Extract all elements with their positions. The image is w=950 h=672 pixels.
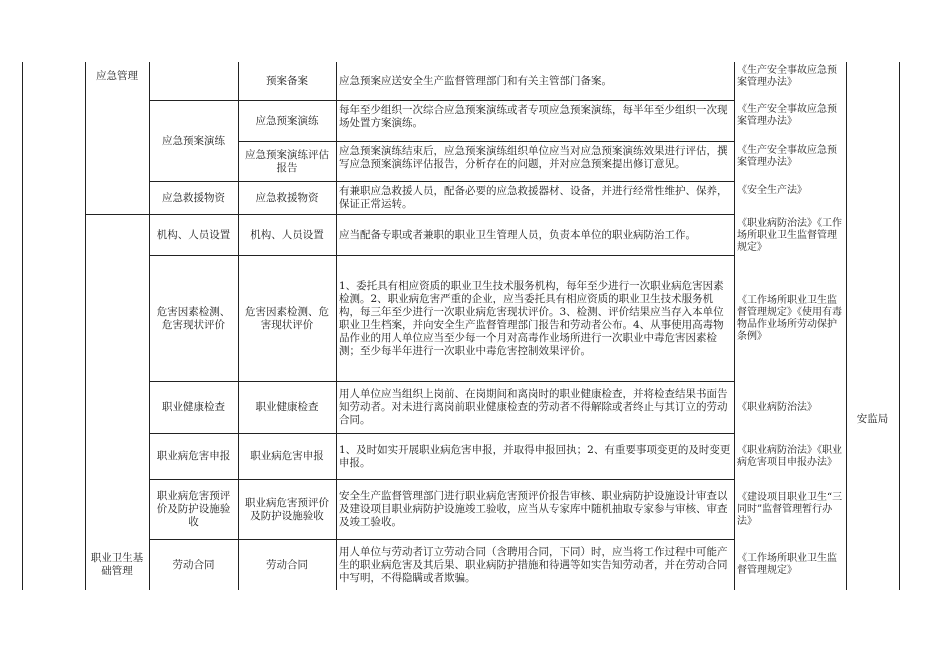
grid-line <box>85 62 86 590</box>
row-subcategory: 应急救援物资 <box>162 191 225 204</box>
grid-line <box>899 62 900 590</box>
row-basis: 《安全生产法》 <box>737 185 807 196</box>
row-basis: 《工作场所职业卫生监督管理规定》 <box>737 553 837 576</box>
row-item: 职业健康检查 <box>255 401 319 413</box>
category-emergency: 应急管理 <box>96 69 138 82</box>
row-basis: 《工作场所职业卫生监督管理规定》《使用有毒物品作业场所劳动保护条例》 <box>737 294 842 342</box>
row-content: 1、及时如实开展职业病危害申报，并取得申报回执；2、有重要事项变更的及时变更申报。 <box>339 443 731 469</box>
department-cell: 安监局 <box>856 412 889 425</box>
row-item: 应急救援物资 <box>255 191 319 204</box>
row-basis: 《生产安全事故应急预案管理办法》 <box>737 104 837 127</box>
row-content: 应急预案应送安全生产监督管理部门和有关主管部门备案。 <box>339 74 612 87</box>
row-subcategory: 职业健康检查 <box>162 401 225 413</box>
row-basis: 《建设项目职业卫生“三同时”监督管理暂行办法》 <box>737 491 843 527</box>
row-basis: 《生产安全事故应急预案管理办法》 <box>737 145 837 168</box>
row-basis: 《生产安全事故应急预案管理办法》 <box>737 65 837 88</box>
row-subcategory: 危害因素检测、危害现状评价 <box>156 305 231 331</box>
row-basis: 《职业病防治法》《工作场所职业卫生监督管理规定》 <box>737 218 842 253</box>
row-content: 1、委托具有相应资质的职业卫生技术服务机构，每年至少进行一次职业病危害因素检测。2、职业病危害严重的企业，应当委托具有相应资质的职业卫生技术服务机构，每三年至少进行一次职业病危害现状评价。3、检测、评价结果应当存入本单位职业卫生档案，并向安全生产监督管理部门报告和劳动者公布。4、从事使用高毒物品作业的用人单位应当至少每一个月对高毒作业场所进行一次职业中毒危害因素检测；至少每半年进行一次职业中毒危害控制效果评价。 <box>339 279 724 357</box>
row-item: 劳动合同 <box>266 558 308 571</box>
row-item: 应急预案演练 <box>255 114 319 127</box>
row-content: 用人单位与劳动者订立劳动合同（含聘用合同，下同）时，应当将工作过程中可能产生的职业病危害及其后果、职业病防护措施和待遇等如实告知劳动者，并在劳动合同中写明，不得隐瞒或者欺骗。 <box>339 545 728 584</box>
row-content: 应急预案演练结束后，应急预案演练组织单位应当对应急预案演练效果进行评估，撰写应急预案演练评估报告，分析存在的问题，并对应急预案提出修订意见。 <box>339 145 728 170</box>
row-subcategory: 机构、人员设置 <box>156 228 231 241</box>
row-subcategory: 职业病危害预评价及防护设施验收 <box>156 490 231 528</box>
row-item: 职业病危害预评价及防护设施验收 <box>245 496 329 522</box>
row-item: 职业病危害申报 <box>250 450 324 462</box>
row-content: 安全生产监督管理部门进行职业病危害预评价报告审核、职业病防护设施设计审查以及建设项目职业病防护设施竣工验收，应当从专家库中随机抽取专家参与审核、审查及竣工验收。 <box>339 490 728 528</box>
row-item: 危害因素检测、危害现状评价 <box>245 305 329 331</box>
grid-line <box>846 62 847 590</box>
row-item: 机构、人员设置 <box>250 228 324 241</box>
row-subcategory: 应急预案演练 <box>162 134 225 147</box>
row-content: 每年至少组织一次综合应急预案演练或者专项应急预案演练，每半年至少组织一次现场处置方案演练。 <box>339 104 728 129</box>
row-item: 应急预案演练评估报告 <box>245 148 329 174</box>
row-subcategory: 劳动合同 <box>172 558 215 571</box>
row-subcategory: 职业病危害申报 <box>156 450 231 462</box>
row-basis: 《职业病防治法》《职业病危害项目申报办法》 <box>737 444 842 468</box>
row-content: 用人单位应当组织上岗前、在岗期间和离岗时的职业健康检查，并将检查结果书面告知劳动者。对未进行离岗前职业健康检查的劳动者不得解除或者终止与其订立的劳动合同。 <box>339 388 728 426</box>
row-content: 应当配备专职或者兼职的职业卫生管理人员，负责本单位的职业病防治工作。 <box>339 228 696 241</box>
category-occupational: 职业卫生基础管理 <box>90 552 144 577</box>
grid-line <box>22 62 23 590</box>
row-content: 有兼职应急救援人员，配备必要的应急救援器材、设备，并进行经常性维护、保养，保证正常运转。 <box>339 185 728 210</box>
row-item: 预案备案 <box>266 74 308 87</box>
row-basis: 《职业病防治法》 <box>737 401 817 413</box>
